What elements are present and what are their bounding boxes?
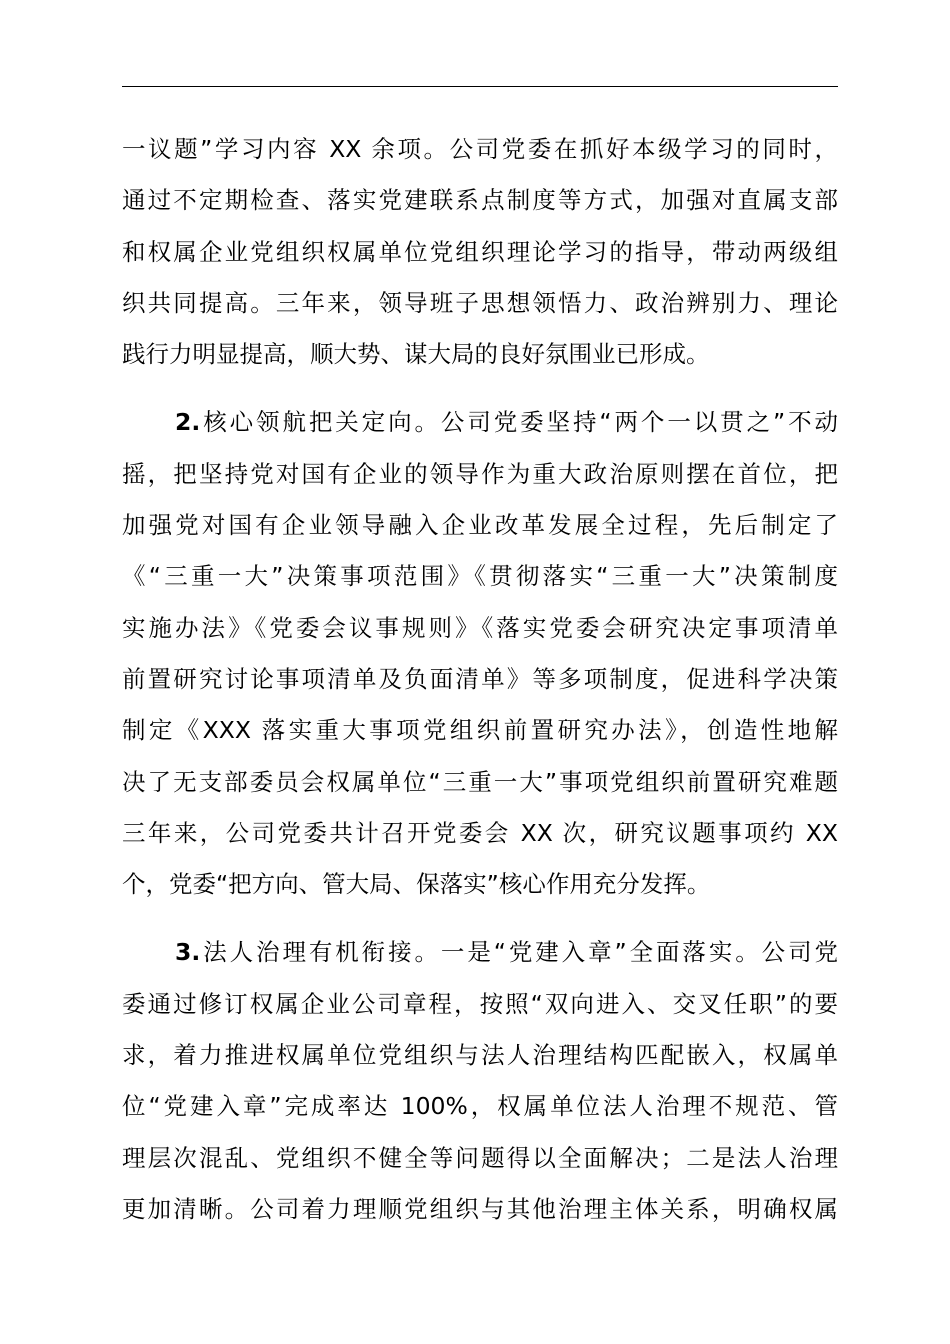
- text-line: 摇，把坚持党对国有企业的领导作为重大政治原则摆在首位，把: [122, 459, 838, 488]
- text-line: 求，着力推进权属单位党组织与法人治理结构匹配嵌入，权属单: [122, 1041, 838, 1070]
- header-rule: [122, 86, 838, 87]
- text-line: 实施办法》《党委会议事规则》《落实党委会研究决定事项清单: [122, 613, 838, 642]
- text-line: 和权属企业党组织权属单位党组织理论学习的指导，带动两级组: [122, 237, 838, 266]
- text-line: 通过不定期检查、落实党建联系点制度等方式，加强对直属支部: [122, 186, 838, 215]
- text-line: 位“党建入章”完成率达 100%，权属单位法人治理不规范、管: [122, 1092, 838, 1121]
- text-span: 法人治理有机衔接。一是“党建入章”全面落实。公司党: [200, 938, 838, 967]
- document-body: [122, 124, 838, 1235]
- text-line: 个，党委“把方向、管大局、保落实”核心作用充分发挥。: [122, 870, 711, 899]
- paragraph-first-line: [122, 397, 838, 448]
- text-line: 三年来，公司党委共计召开党委会 XX 次，研究议题事项约 XX: [122, 818, 838, 847]
- text-line: 更加清晰。公司着力理顺党组织与其他治理主体关系，明确权属: [122, 1194, 838, 1223]
- text-line: 一议题”学习内容 XX 余项。公司党委在抓好本级学习的同时，: [122, 135, 838, 163]
- text-line: 制定《XXX 落实重大事项党组织前置研究办法》，创造性地解: [122, 716, 838, 745]
- text-line: 《“三重一大”决策事项范围》《贯彻落实“三重一大”决策制度: [122, 562, 838, 591]
- text-line: 理层次混乱、党组织不健全等问题得以全面解决；二是法人治理: [122, 1143, 838, 1172]
- paragraph-number: 3.: [175, 938, 201, 967]
- text-span: 核心领航把关定向。公司党委坚持“两个一以贯之”不动: [200, 408, 838, 437]
- paragraph-first-line: [122, 927, 838, 978]
- text-line: 织共同提高。三年来，领导班子思想领悟力、政治辨别力、理论: [122, 288, 838, 317]
- text-line: 加强党对国有企业领导融入企业改革发展全过程，先后制定了: [122, 511, 838, 540]
- paragraph-number: 2.: [175, 408, 201, 437]
- text-line: 践行力明显提高，顺大势、谋大局的良好氛围业已形成。: [122, 340, 710, 369]
- text-line: 决了无支部委员会权属单位“三重一大”事项党组织前置研究难题: [122, 767, 838, 796]
- text-line: 委通过修订权属企业公司章程，按照“双向进入、交叉任职”的要: [122, 989, 838, 1018]
- text-line: 前置研究讨论事项清单及负面清单》等多项制度，促进科学决策: [122, 664, 838, 693]
